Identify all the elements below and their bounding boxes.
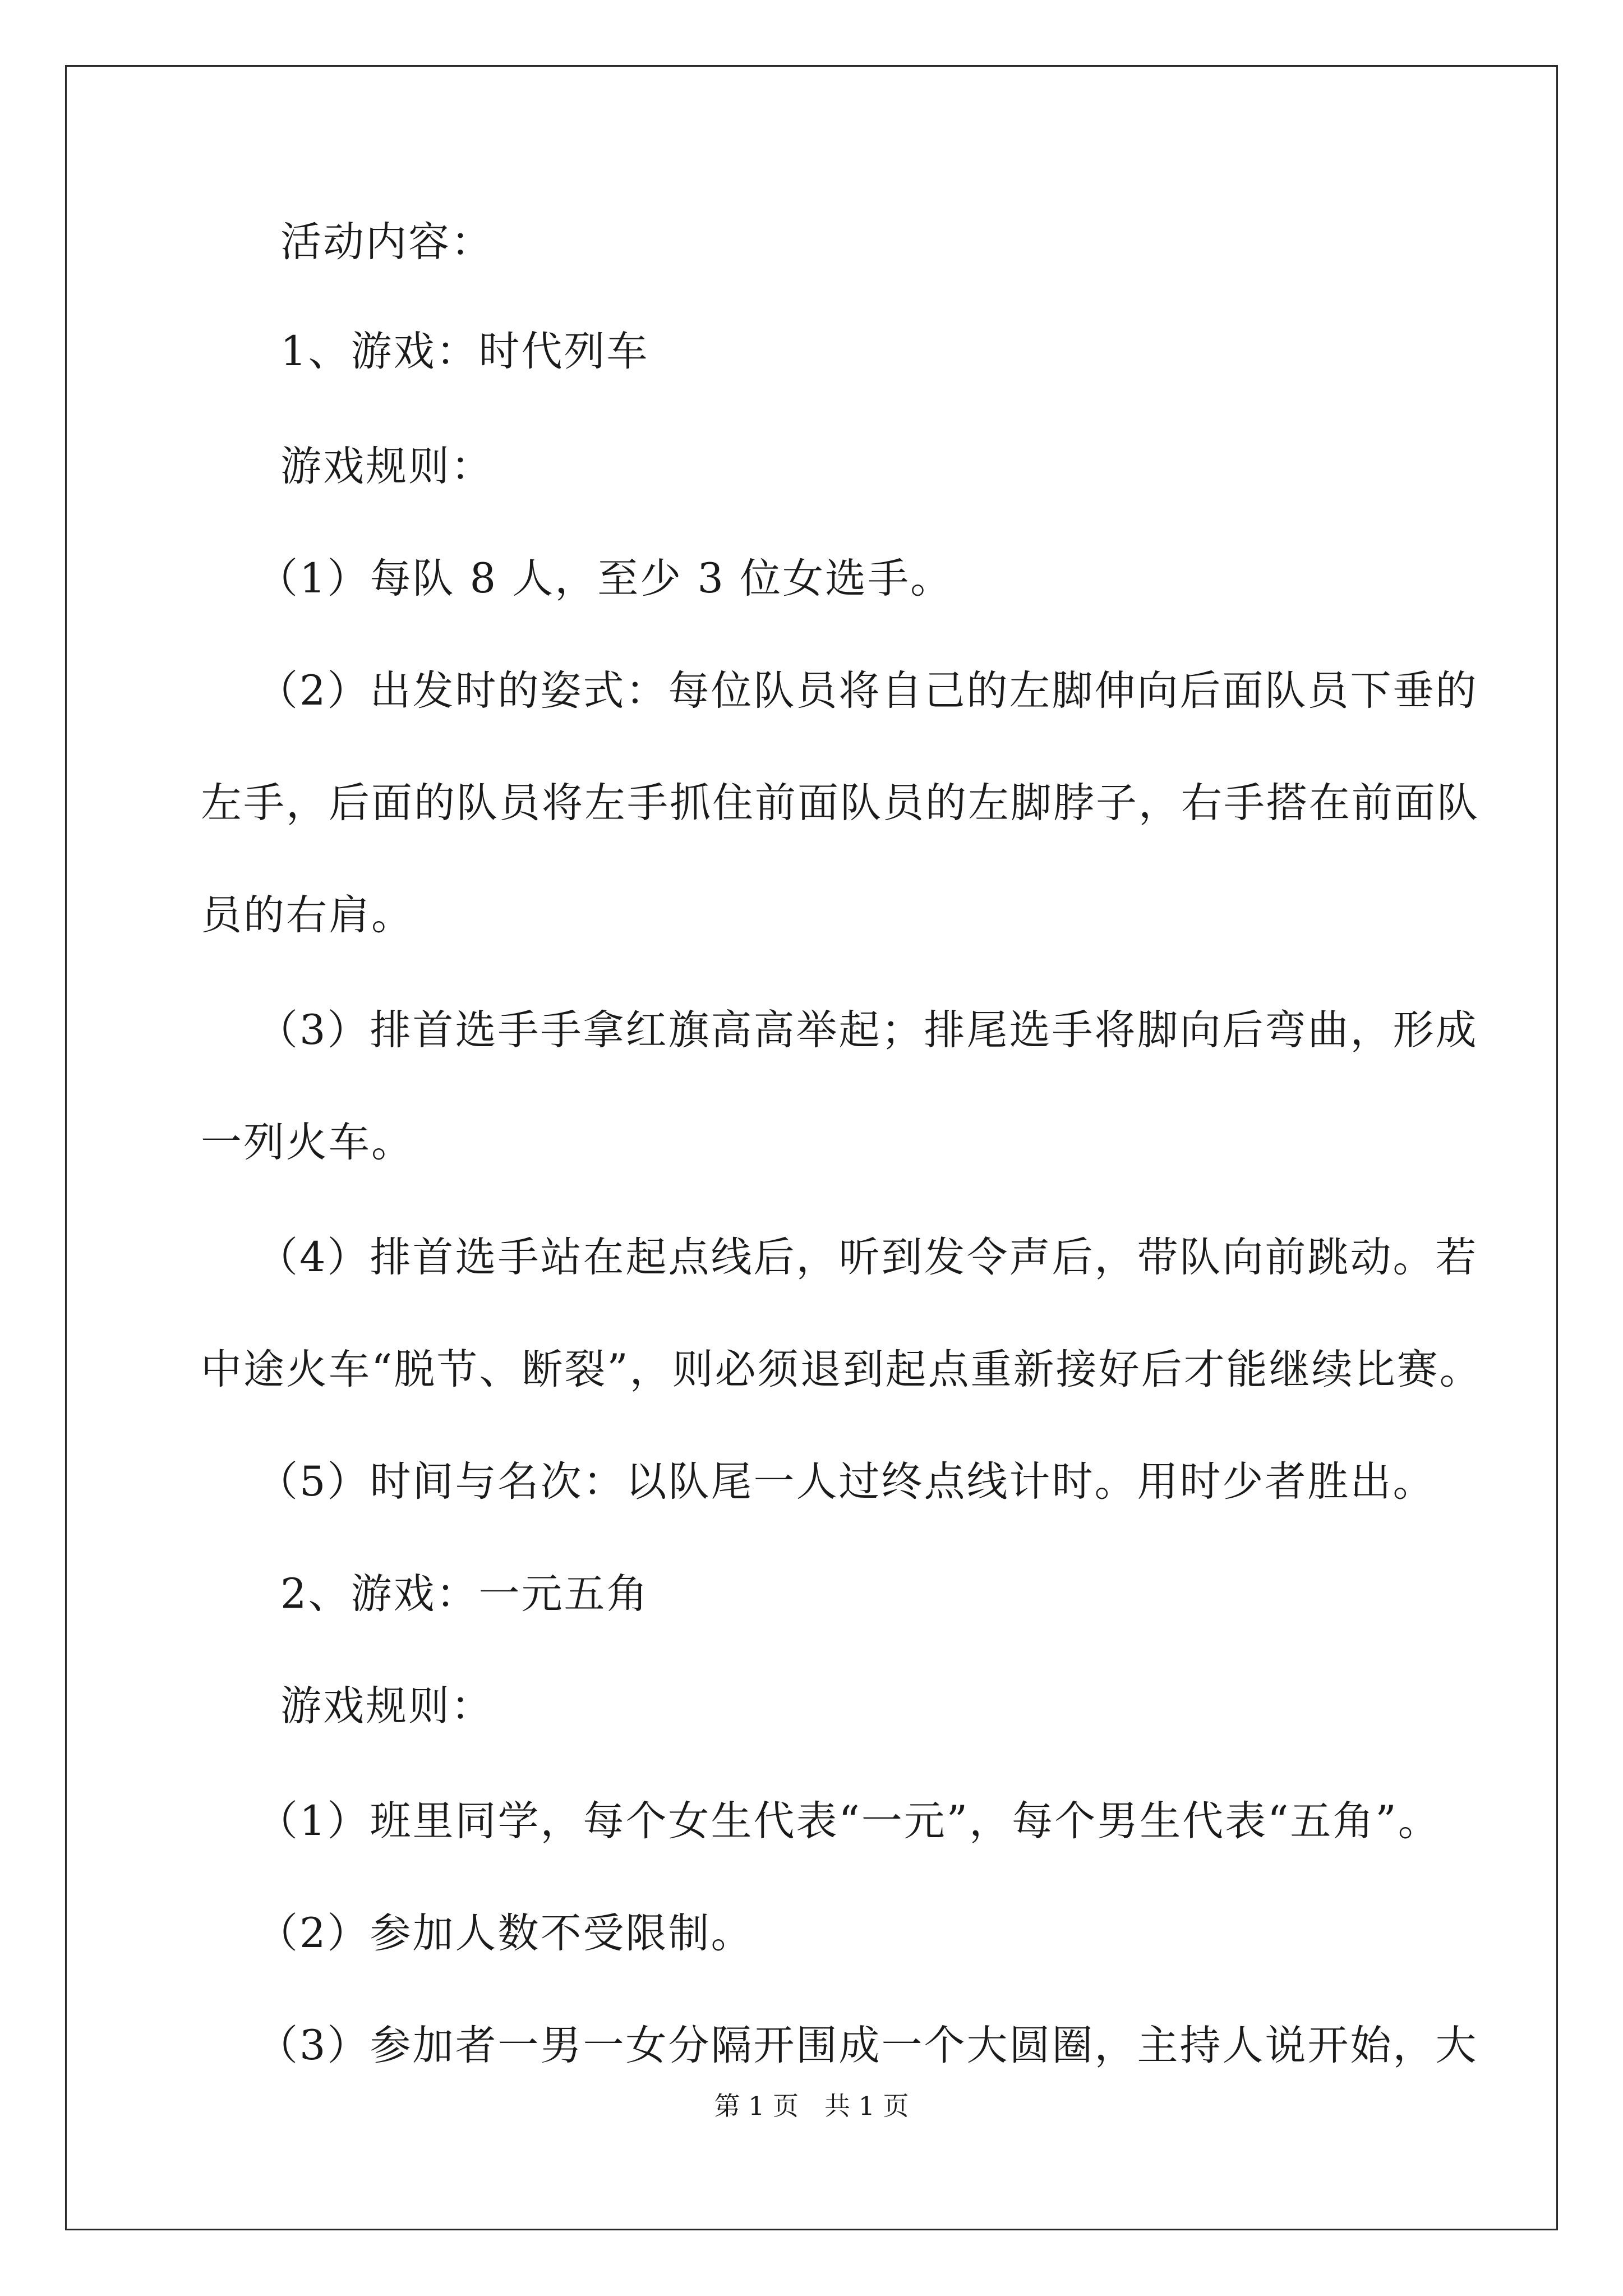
text-line: （1）班里同学，每个女生代表“一元”，每个男生代表“五角”。 xyxy=(257,1797,1441,1845)
text-line: （2）参加人数不受限制。 xyxy=(257,1910,754,1957)
text-line: 游戏规则： xyxy=(280,1682,494,1730)
text-line: 游戏规则： xyxy=(280,443,494,490)
text-line: 员的右肩。 xyxy=(201,891,414,939)
text-line: （5）时间与名次：以队尾一人过终点线计时。用时少者胜出。 xyxy=(257,1458,1436,1506)
text-line: 活动内容： xyxy=(280,218,494,266)
text-line: 一列火车。 xyxy=(201,1119,414,1166)
text-line: 左手，后面的队员将左手抓住前面队员的左脚脖子，右手搭在前面队 xyxy=(201,779,1479,827)
text-line: （2）出发时的姿式：每位队员将自己的左脚伸向后面队员下垂的 xyxy=(257,667,1478,715)
text-line: 2、游戏：一元五角 xyxy=(280,1570,649,1618)
text-line: （1）每队 8 人，至少 3 位女选手。 xyxy=(257,555,953,602)
text-line: 1、游戏：时代列车 xyxy=(280,328,649,375)
text-line: （3）排首选手手拿红旗高高举起；排尾选手将脚向后弯曲，形成 xyxy=(257,1006,1478,1054)
text-line: （4）排首选手站在起点线后，听到发令声后，带队向前跳动。若 xyxy=(257,1234,1478,1281)
text-line: （3）参加者一男一女分隔开围成一个大圆圈，主持人说开始，大 xyxy=(257,2022,1478,2069)
page-footer: 第 1 页 共 1 页 xyxy=(714,2091,909,2121)
text-line: 中途火车“脱节、断裂”，则必须退到起点重新接好后才能继续比赛。 xyxy=(201,1346,1482,1393)
